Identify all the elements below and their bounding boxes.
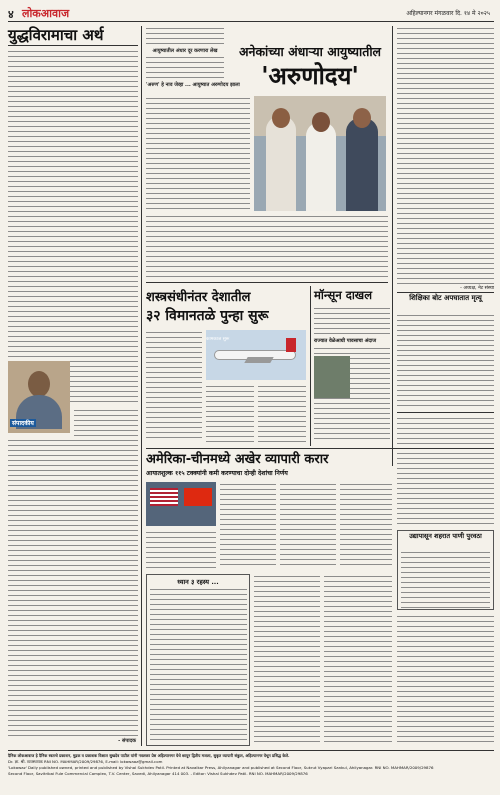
flight-headline-2: ३२ विमानतळे पुन्हा सुरू — [146, 308, 269, 324]
footer-line-3: 'Lokawaz' Daily published owned, printed and published by Vishal Sukhdev Patil. Printed at Navalkar Press, Ahilyanagar and published at Second Floor, Sukrut Vyapari Sankul, Ahilyanagar. RNI NO. MAHMAR/2009/29876 — [8, 765, 434, 770]
person-3 — [346, 118, 378, 211]
col-divider-1 — [141, 26, 142, 746]
editorial-photo — [8, 361, 70, 433]
lead-headline: युद्धविरामाचा अर्थ — [8, 26, 104, 44]
right-rule-1 — [397, 292, 494, 293]
plane-tail — [286, 338, 296, 352]
col-divider-2 — [392, 26, 393, 466]
trade-body-col1 — [220, 482, 276, 568]
monsoon-body-1 — [314, 306, 390, 336]
trade-flag-us — [150, 488, 178, 506]
trade-subhead: आयातशुल्क ११५ टक्क्यांनी कमी करण्याचा दोन्ही देशांचा निर्णय — [146, 470, 288, 477]
right-body-3 — [397, 416, 494, 528]
arunoday-body-bottom — [146, 214, 388, 278]
right-rule-2 — [397, 412, 494, 413]
arunoday-photo — [254, 96, 386, 211]
footer-line-4: Second Floor, Savitribai Fule Commercial Complex, T.V. Center, Savedi, Ahilyanagar 414 003. - Editor: Vishal Sukhdev Patil. RNI NO. MAHMAR/2009/29876 — [8, 771, 308, 776]
right-body-4 — [397, 614, 494, 746]
right-box2-body — [401, 550, 490, 608]
monsoon-subhead: राज्यात वेळेआधी पावसाचा अंदाज — [314, 338, 377, 344]
center-intro-text — [146, 26, 224, 48]
trade-body-col2 — [280, 482, 336, 568]
right-body-1 — [397, 26, 494, 284]
center-quote-text — [146, 55, 224, 81]
trade-box-title: ध्यान ३ रहस्य ... — [177, 578, 219, 586]
arunoday-headline-2: 'अरुणोदय' — [261, 61, 359, 90]
trade-body-col5 — [324, 574, 392, 746]
right-box-title: शिक्षिका बोट अपघातात मृत्यू — [409, 294, 482, 302]
trade-headline: अमेरिका-चीनमध्ये अखेर व्यापारी करार — [146, 452, 329, 467]
footer-rule — [8, 750, 494, 751]
lead-headline-rule — [8, 45, 138, 46]
masthead — [8, 6, 494, 22]
lead-body-2 — [74, 408, 138, 436]
footer-line-1: दैनिक लोकआवाज हे दैनिक स्वतःचे प्रकाशन, मुद्रक व प्रकाशक विशाल सुखदेव पाटील यांनी नवलकर प्रेस अहिल्यानगर येथे छापून द्वितीय मजला, सुकृत व्यापारी संकुल, अहिल्यानगर येथून प्रसिद्ध केले. — [8, 753, 290, 758]
page-number: ४ — [8, 8, 14, 21]
person-2 — [306, 122, 336, 211]
person-2-head — [312, 112, 330, 132]
flight-side-label: कामकाज सुरू — [206, 337, 230, 342]
lead-body-1 — [8, 49, 138, 404]
flight-body-col1 — [146, 330, 202, 442]
center-kicker: आयुष्यातील अंधार दूर करणारा लेख — [152, 48, 218, 54]
monsoon-headline: मॉन्सून दाखल — [314, 288, 373, 302]
person-3-head — [353, 108, 371, 128]
trade-body-col3 — [340, 482, 392, 568]
masthead-logo: लोकआवाज — [22, 7, 70, 20]
right-signature: - अध्यक्ष, नेट संस्था — [460, 286, 494, 291]
trade-box — [146, 574, 250, 746]
editorial-label: संपादकीय — [12, 420, 34, 427]
flight-top-rule — [146, 282, 388, 283]
trade-flag-china — [184, 488, 212, 506]
flight-headline-1: शस्त्रसंधीनंतर देशातील — [146, 290, 251, 305]
lead-body-3 — [8, 438, 138, 738]
right-box2-title: उद्यापासून शहरात पाणी पुरवठा — [409, 532, 482, 540]
trade-body-col4 — [254, 574, 320, 746]
arunoday-headline-1: अनेकांच्या अंधाऱ्या आयुष्यातील — [238, 44, 382, 59]
col-divider-3 — [310, 286, 311, 446]
plane-wing — [244, 357, 273, 363]
footer-imprint — [8, 753, 494, 791]
flight-body-col3 — [258, 384, 306, 442]
trade-body-left — [146, 530, 216, 570]
masthead-date: अहिल्यानगर मंगळवार दि. १४ मे २०२५ — [406, 10, 490, 17]
person-1 — [266, 116, 296, 211]
center-quote: 'अरुण' हे नाव जेव्हा ... आयुष्यात अरुणोदय झाला — [146, 82, 240, 88]
masthead-rule — [8, 21, 494, 22]
flight-body-col2 — [206, 384, 254, 442]
person-1-head — [272, 108, 290, 128]
rain-photo — [314, 356, 350, 398]
footer-line-2: Dr. ज्ञा. श्री. व्यवस्थापक RNI NO. MAHMAR/2009/29876, E-mail: lokawaaz@gmail.com — [8, 759, 163, 764]
author-head — [28, 371, 50, 397]
arunoday-body-left — [146, 96, 250, 210]
right-box2 — [397, 530, 494, 610]
trade-box-body — [150, 587, 247, 744]
right-body-2 — [397, 313, 494, 409]
trade-photo — [146, 482, 216, 526]
lead-author: - संपादक — [118, 738, 136, 744]
trade-top-rule — [146, 448, 494, 449]
lead-article — [8, 26, 138, 746]
